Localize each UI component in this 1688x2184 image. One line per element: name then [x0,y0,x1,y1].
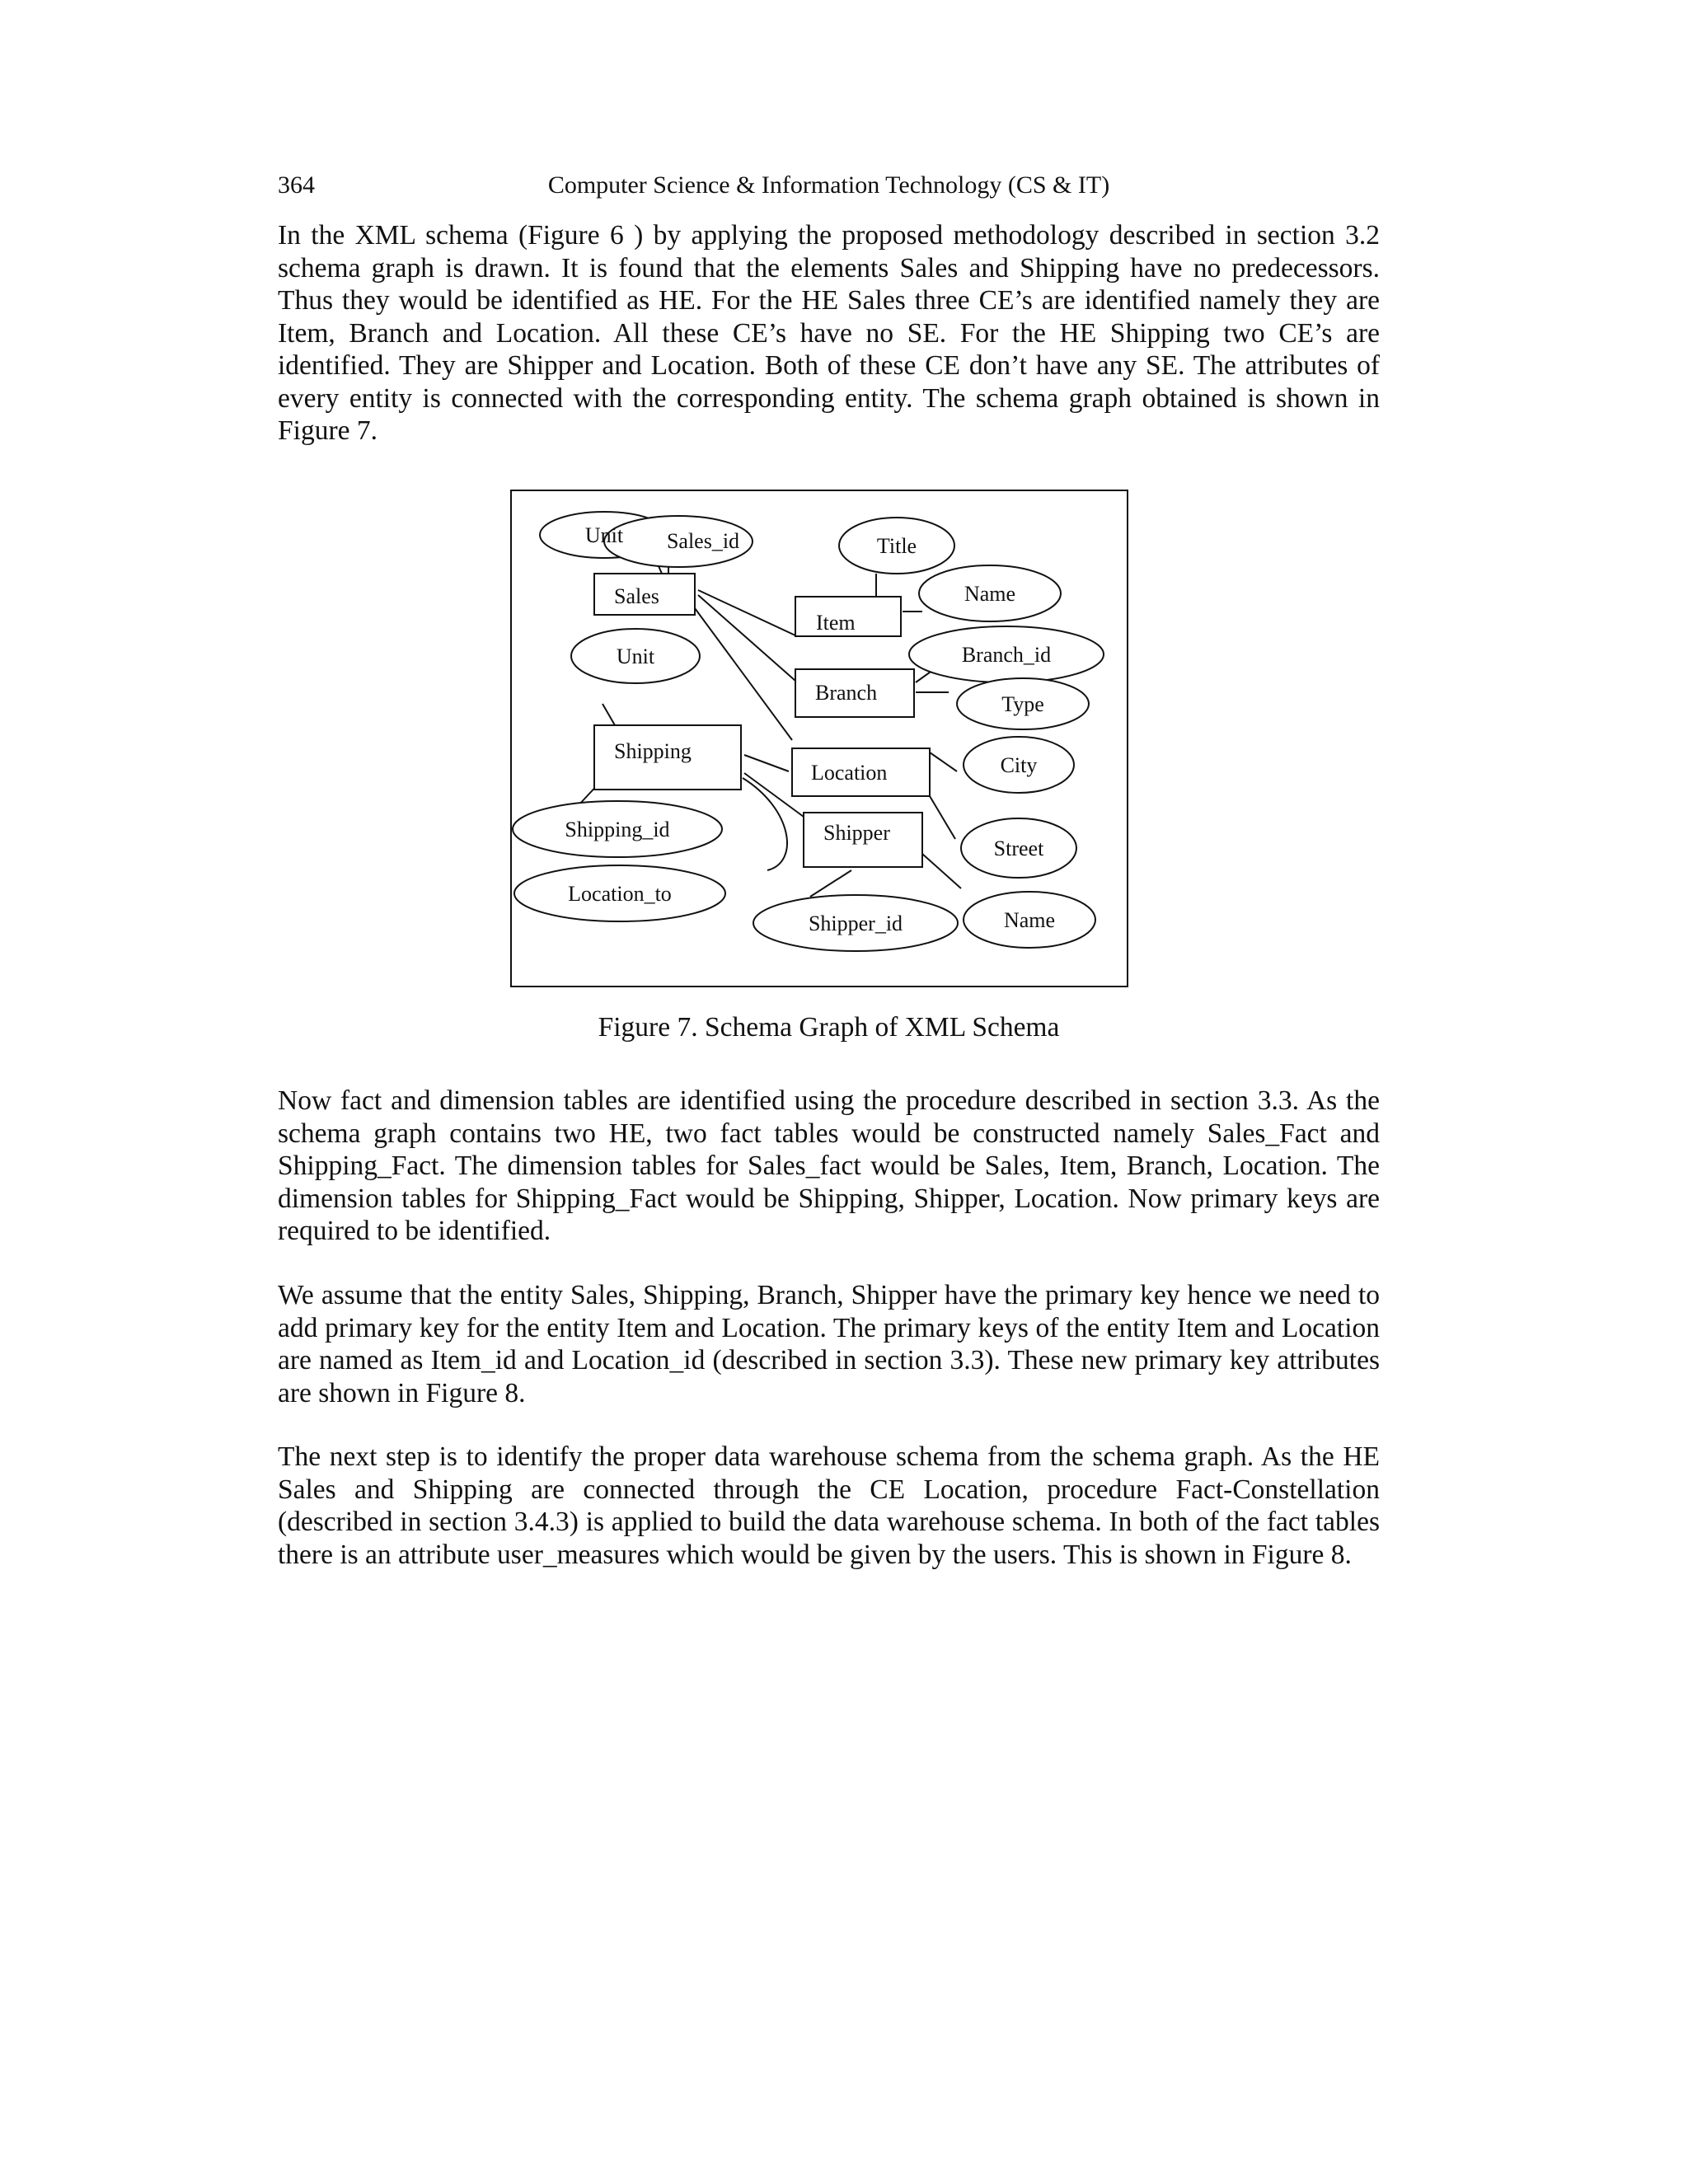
paragraph-2: Now fact and dimension tables are identified using the procedure described in section 3.3. As the schema graph contains two HE, two fact tables would be constructed namely Sales_Fact and Shipping_Fact. The dimension tables for Sales_fact would be Sales, Item, Branch, Location. The dimension tables for Shipping_Fact would be Shipping, Shipper, Location. Now primary keys are required to be identified. [278,1085,1380,1246]
edge-sales-item [698,590,795,635]
edge-sales-location [695,608,792,740]
paragraph-3: We assume that the entity Sales, Shipping, Branch, Shipper have the primary key hence we need to add primary key for the entity Item and Location. The primary keys of the entity Item and Location are named as Item_id and Location_id (described in section 3.3). These new primary key attributes are shown in Figure 8. [278,1280,1380,1408]
edge-location-city [930,752,957,771]
attr-label-item-title: Title [876,534,917,558]
page-number: 364 [278,171,315,199]
edge-shipper-name [922,854,961,888]
attr-label-location-city: City [1000,753,1038,777]
edge-shipping-locationto [743,778,787,870]
entity-label-branch: Branch [815,681,878,705]
paragraph-4: The next step is to identify the proper data warehouse schema from the schema graph. As the HE Sales and Shipping are connected through the CE Location, procedure Fact-Constellation (described in section 3.4.3) is applied to build the data warehouse schema. In both of the fact tables there is an attribute user_measures which would be given by the users. This is shown in Figure 8. [278,1441,1380,1570]
paragraph-1: In the XML schema (Figure 6 ) by applying the proposed methodology described in section 3.2 schema graph is drawn. It is found that the elements Sales and Shipping have no predecessors. Thus they would be identified as HE. For the HE Sales three CE’s are identified namely they are Item, Branch and Location. All these CE’s have no SE. For the HE Shipping two CE’s are identified. They are Shipper and Location. Both of these CE don’t have any SE. The attributes of every entity is connected with the corresponding entity. The schema graph obtained is shown in Figure 7. [278,220,1380,446]
attr-label-shipping-unit: Unit [616,644,655,668]
entity-label-shipper: Shipper [823,821,890,845]
edge-shipper-shipperid [810,870,851,897]
attr-label-location-to: Location_to [568,882,672,906]
edge-shipping-location [744,755,789,771]
figure-caption: Figure 7. Schema Graph of XML Schema [598,1012,1060,1043]
attr-label-shipper-id: Shipper_id [808,912,903,935]
entity-label-item: Item [816,611,856,635]
edge-sales-branch [698,595,795,681]
attr-label-sales-id: Sales_id [666,529,740,553]
attr-label-sales-unit: Unit [584,523,624,547]
edge-shipping-unit [603,704,615,725]
attr-label-branch-id: Branch_id [961,643,1052,667]
attr-label-shipper-name: Name [1003,908,1056,932]
entity-label-sales: Sales [614,584,659,608]
schema-graph-figure [510,490,1128,987]
attr-label-item-name: Name [964,582,1016,606]
schema-graph-diagram [512,491,1127,986]
edge-location-street [930,796,955,839]
entity-label-location: Location [811,761,888,785]
entity-label-shipping: Shipping [614,739,692,763]
page-header [278,171,1380,204]
attr-label-shipping-id: Shipping_id [565,818,670,841]
attr-label-location-street: Street [993,837,1044,860]
attr-label-branch-type: Type [1001,692,1044,716]
running-head: Computer Science & Information Technology (CS & IT) [547,171,1110,199]
